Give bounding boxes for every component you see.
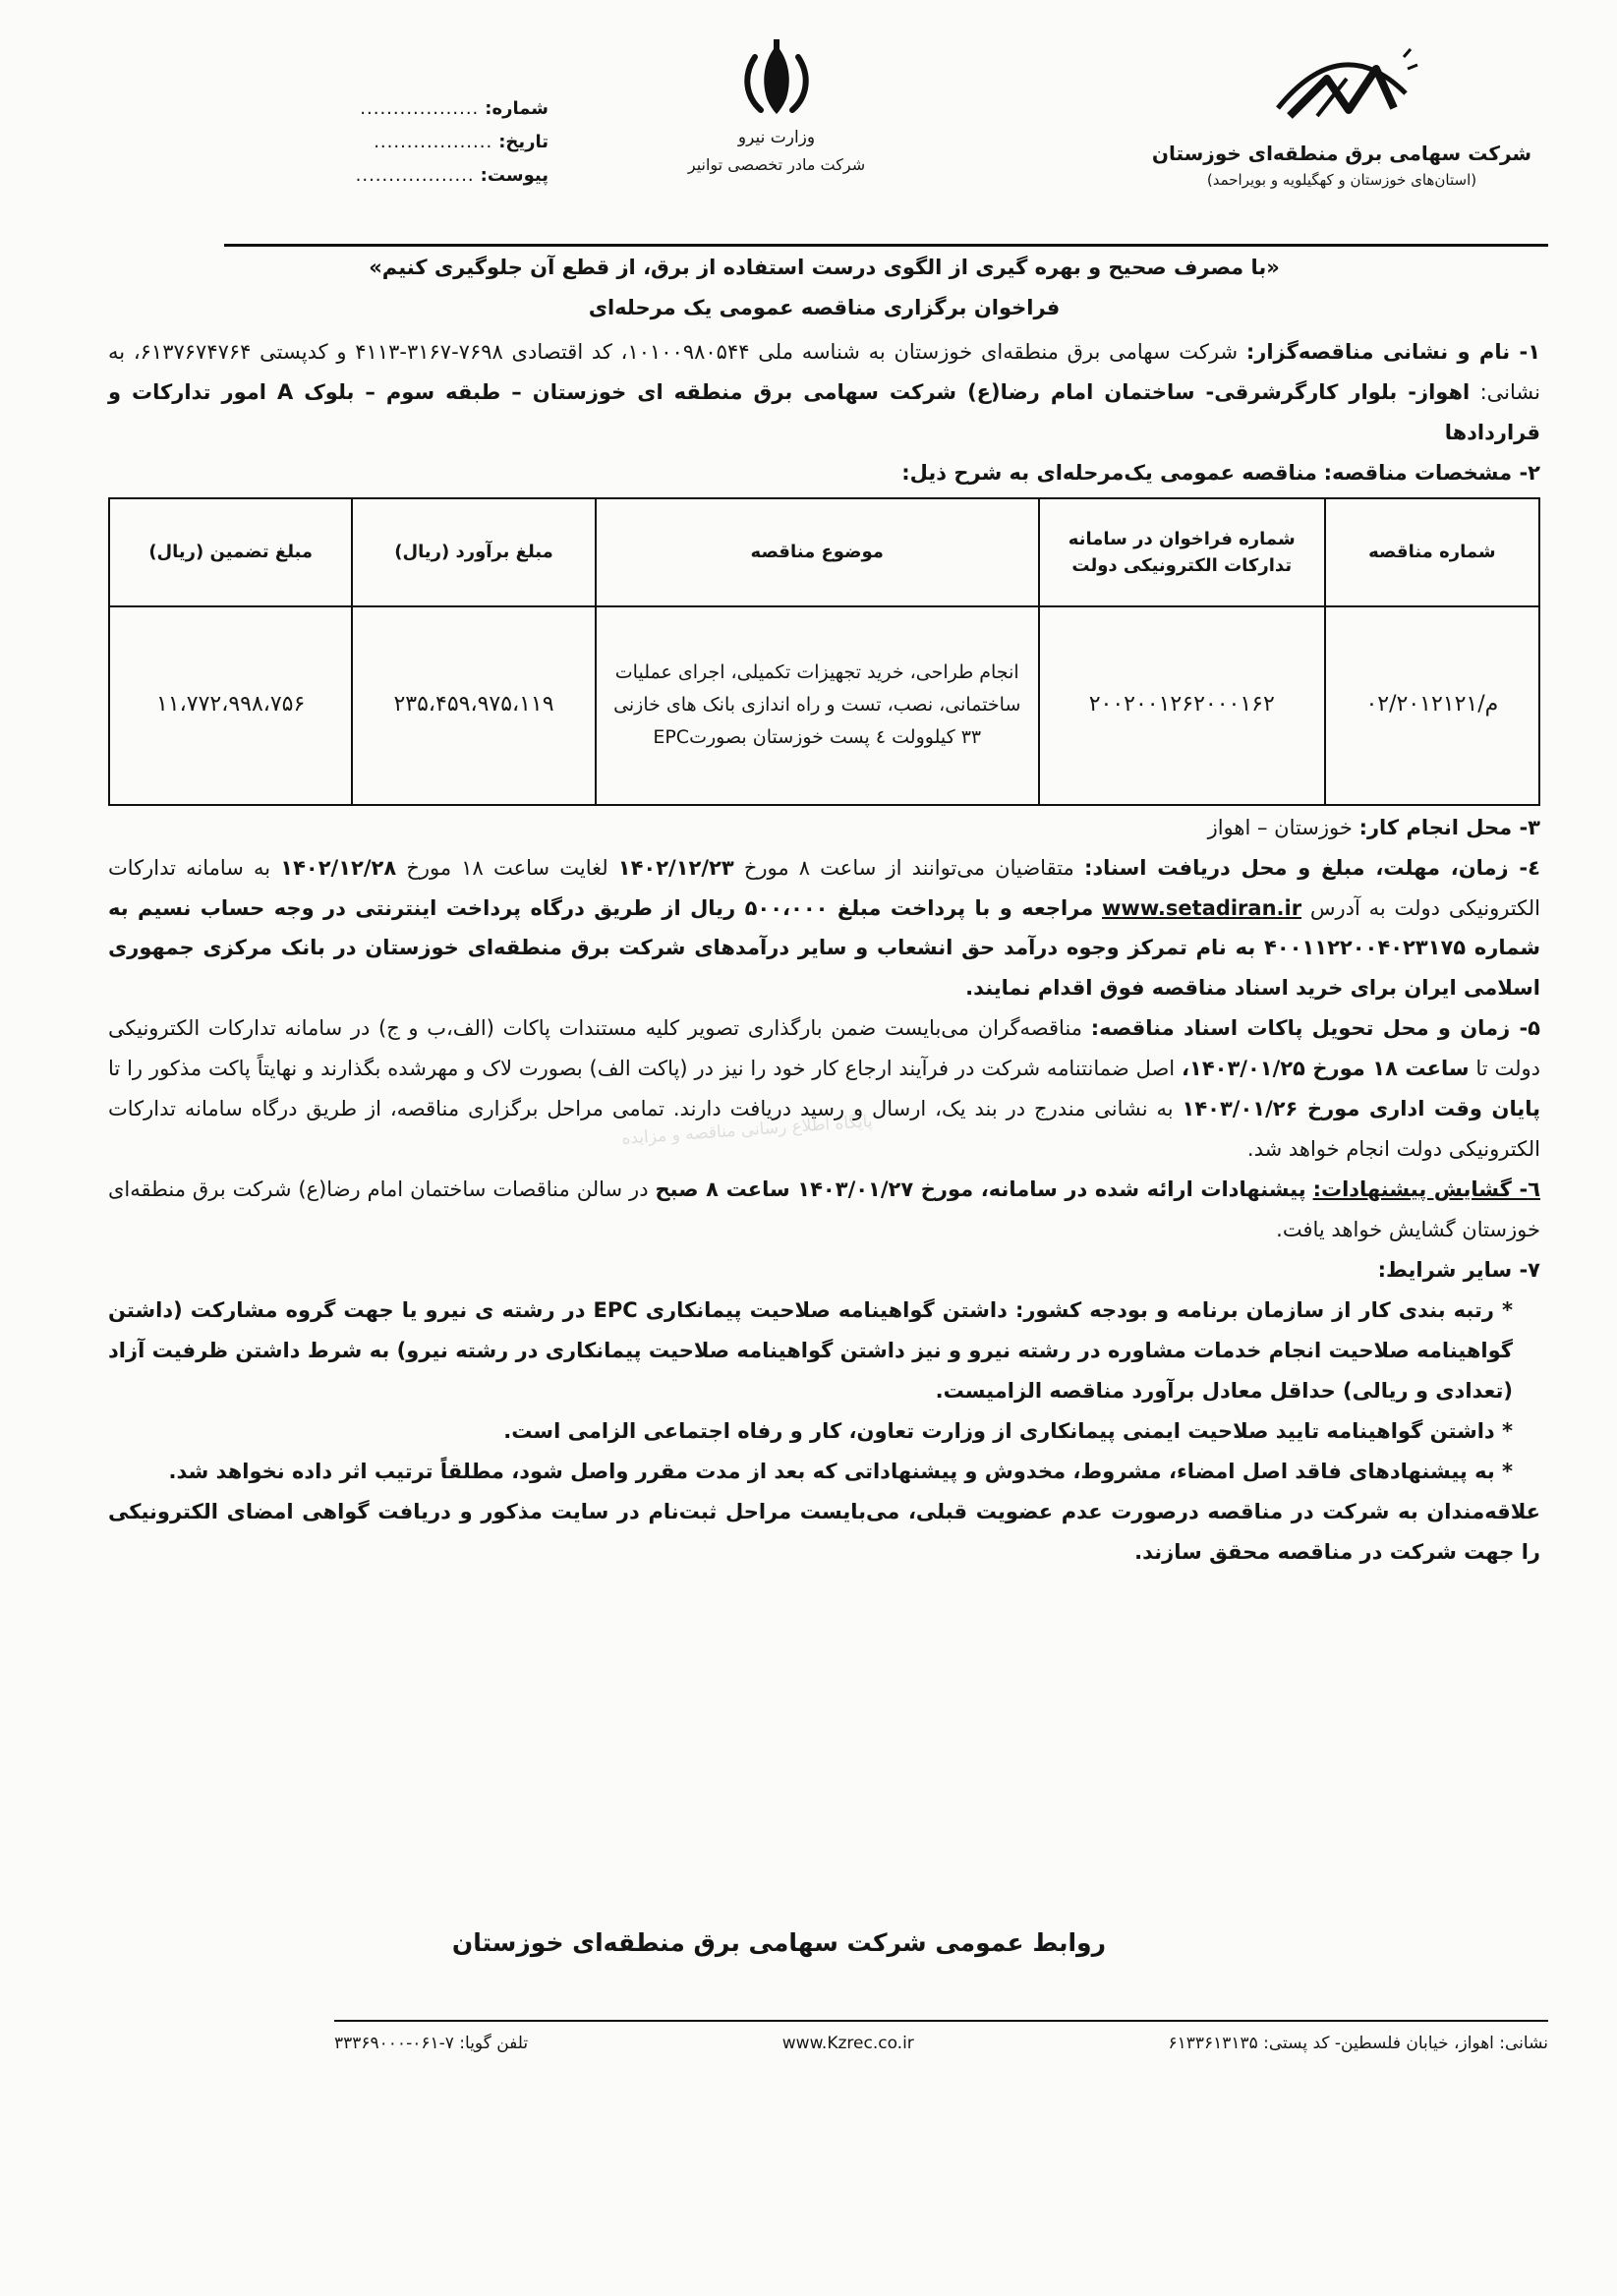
condition-item: * به پیشنهادهای فاقد اصل امضاء، مشروط، مخدوش و پیشنهاداتی که بعد از مدت مقرر واصل شود، مطلقاً ترتیب اثر داده نخواهد شد. (168, 1459, 1513, 1483)
table-header: مبلغ تضمین (ریال) (109, 498, 352, 606)
section-6-text-1: پیشنهادات ارائه شده در سامانه، مورخ ۱۴۰۳/۰۱/۲۷ ساعت ۸ صبح (655, 1177, 1306, 1202)
condition-item: * داشتن گواهینامه تایید صلاحیت ایمنی پیمانکاری از وزارت تعاون، کار و رفاه اجتماعی الزامی است. (503, 1418, 1513, 1443)
section-5-text-2: اصل ضمانتنامه شرکت در فرآیند ارجاع کار خود را نیز در (پاکت الف) بصورت لاک و مهرشده بگذارند و نهایتاً پاکت مذکور را تا (108, 1057, 1176, 1081)
section-5-text-3: به نشانی مندرج در بند یک، ارسال و رسید دریافت دارند. تمامی مراحل برگزاری مناقصه، از طریق درگاه سامانه تدارکات الکترونیکی دولت انجام خواهد شد. (108, 1097, 1540, 1162)
section-1 (108, 332, 1540, 453)
section-4 (108, 848, 1540, 1009)
table-header-row (109, 498, 1539, 606)
section-3-text: خوزستان – اهواز (1207, 815, 1353, 839)
section-4-date-2: ۱۴۰۲/۱۲/۲۸ (280, 855, 397, 880)
number-label: شماره: (485, 98, 549, 119)
slogan: «با مصرف صحیح و بهره گیری از الگوی درست استفاده از برق، از قطع آن جلوگیری کنیم» (369, 256, 1280, 279)
section-5-date-2: پایان وقت اداری مورخ ۱۴۰۳/۰۱/۲۶ (1182, 1097, 1540, 1121)
watermark-stamp: پایگاه اطلاع رسانی مناقصه و مزایده (620, 1112, 874, 1149)
company-logo-icon (1258, 39, 1425, 138)
section-5-date-1: ساعت ۱۸ مورخ ۱۴۰۳/۰۱/۲۵، (1182, 1057, 1470, 1081)
section-4-text-2: لغایت ساعت ۱۸ مورخ (406, 855, 608, 880)
ministry-name: وزارت نیرو (737, 128, 816, 147)
signature: روابط عمومی شرکت سهامی برق منطقه‌ای خوزستان (451, 1928, 1106, 1957)
section-1-text: شرکت سهامی برق منطقه‌ای خوزستان به شناسه ملی ۱۰۱۰۰۹۸۰۵۴۴، کد اقتصادی ۷۶۹۸-۳۱۶۷-۴۱۱۳ و کدپستی ۶۱۳۷۶۷۴۷۶۴، به نشانی: (108, 339, 1540, 404)
section-4-date-1: ۱۴۰۲/۱۲/۲۳ (617, 855, 734, 880)
section-5-text-1: مناقصه‌گران می‌بایست ضمن بارگذاری تصویر کلیه مستندات پاکات (الف،ب و ج) در سامانه تدارکات الکترونیکی دولت تا (108, 1016, 1540, 1081)
header-divider (224, 244, 1548, 247)
closing-note: علاقه‌مندان به شرکت در مناقصه درصورت عدم عضویت قبلی، می‌بایست مراحل ثبت‌نام در سایت مذکور و دریافت گواهی امضای الکترونیکی را جهت شرکت در مناقصه محقق سازند. (108, 1499, 1540, 1564)
reference-fields (224, 98, 549, 199)
footer-address: نشانی: اهواز، خیابان فلسطین- کد پستی: ۶۱۳۳۶۱۳۱۳۵ (1168, 2034, 1548, 2053)
section-2-label: ۲- مشخصات مناقصه: (1323, 460, 1540, 485)
company-subtitle: (استان‌های خوزستان و کهگیلویه و بویراحمد) (1206, 171, 1477, 189)
date-label: تاریخ: (498, 132, 549, 152)
attachment-field (224, 165, 549, 199)
table-header: شماره فراخوان در سامانه تدارکات الکترونیکی دولت (1039, 498, 1325, 606)
section-4-label: ٤- زمان، مهلت، مبلغ و محل دریافت اسناد: (1083, 855, 1540, 880)
footer-phone: تلفن گویا: ۷-۰۶۱-۳۳۳۶۹۰۰۰ (334, 2034, 529, 2053)
section-6-label: ٦- گشایش پیشنهادات: (1312, 1177, 1540, 1202)
section-4-text-1: متقاضیان می‌توانند از ساعت ۸ مورخ (743, 855, 1074, 880)
table-header: مبلغ برآورد (ریال) (352, 498, 595, 606)
footer (334, 2020, 1548, 2053)
section-3-label: ۳- محل انجام کار: (1358, 815, 1540, 839)
number-field (224, 98, 549, 132)
section-1-address: اهواز- بلوار کارگرشرقی- ساختمان امام رضا(ع) شرکت سهامی برق منطقه ای خوزستان – طبقه سوم – بلوک A امور تدارکات و قراردادها (108, 379, 1540, 444)
section-6-text-2: در سالن مناقصات ساختمان امام رضا(ع) شرکت برق منطقه‌ای خوزستان گشایش خواهد یافت. (108, 1177, 1540, 1241)
company-block (1135, 39, 1548, 189)
condition-item: * رتبه بندی کار از سازمان برنامه و بودجه کشور: داشتن گواهینامه صلاحیت پیمانکاری EPC در رشته ی نیرو یا جهت گروه مشارکت (داشتن گواهینامه صلاحیت انجام خدمات مشاوره در رشته نیرو و نیز داشتن گواهینامه صلاحیت پیمانکاری در رشته نیرو) به شرط داشتن ظرفیت آزاد (تعدادی و ریالی) حداقل معادل برآورد مناقصه الزامیست. (108, 1297, 1513, 1403)
section-2-text: مناقصه عمومی یک‌مرحله‌ای به شرح ذیل: (901, 460, 1317, 485)
section-1-label: ۱- نام و نشانی مناقصه‌گزار: (1245, 339, 1541, 364)
section-5-label: ۵- زمان و محل تحویل پاکات اسناد مناقصه: (1090, 1016, 1540, 1041)
section-3 (108, 808, 1540, 848)
section-2 (108, 453, 1540, 493)
setadiran-link[interactable]: www.setadiran.ir (1102, 895, 1302, 920)
date-value: .................. (374, 132, 493, 152)
date-field (224, 132, 549, 165)
section-4-text-4: مراجعه و با پرداخت مبلغ ۵۰۰،۰۰۰ ریال از طریق درگاه پرداخت اینترنتی در وجه حساب نسیم به شماره ۴۰۰۱۱۲۲۰۰۴۰۲۳۱۷۵ به نام تمرکز وجوه درآمد حق انشعاب و سایر درآمدهای شرکت برق منطقه‌ای خوزستان در بانک مرکزی جمهوری اسلامی ایران برای خرید اسناد مناقصه فوق اقدام نمایند. (108, 895, 1540, 1001)
estimate-cell: ۲۳۵،۴۵۹،۹۷۵،۱۱۹ (352, 606, 595, 805)
notice-title: فراخوان برگزاری مناقصه عمومی یک مرحله‌ای (588, 295, 1061, 319)
iran-emblem-icon (737, 39, 816, 120)
section-7-label: ۷- سایر شرایط: (1377, 1257, 1540, 1282)
tender-table (108, 497, 1540, 806)
section-5 (108, 1008, 1540, 1170)
section-6 (108, 1170, 1540, 1250)
guarantee-cell: ۱۱،۷۷۲،۹۹۸،۷۵۶ (109, 606, 352, 805)
table-header: شماره مناقصه (1325, 498, 1539, 606)
attachment-label: پیوست: (480, 165, 549, 186)
tender-number-cell: ۰۲/۲۰۱۲۱۲۱/م (1325, 606, 1539, 805)
table-row (109, 606, 1539, 805)
company-name: شرکت سهامی برق منطقه‌ای خوزستان (1151, 142, 1532, 165)
notice-body (108, 248, 1540, 1572)
call-number-cell: ۲۰۰۲۰۰۱۲۶۲۰۰۰۱۶۲ (1039, 606, 1325, 805)
parent-company: شرکت مادر تخصصی توانیر (687, 155, 866, 174)
table-header: موضوع مناقصه (596, 498, 1039, 606)
number-value: .................. (360, 98, 480, 119)
ministry-block (619, 39, 934, 174)
section-4-text-3: به سامانه تدارکات الکترونیکی دولت به آدرس (108, 855, 1540, 920)
subject-cell: انجام طراحی، خرید تجهیزات تکمیلی، اجرای عملیات ساختمانی، نصب، تست و راه اندازی بانک های خازنی ۳۳ کیلوولت ٤ پست خوزستان بصورتEPC (596, 606, 1039, 805)
footer-website[interactable]: www.Kzrec.co.ir (781, 2034, 914, 2053)
attachment-value: .................. (355, 165, 475, 186)
